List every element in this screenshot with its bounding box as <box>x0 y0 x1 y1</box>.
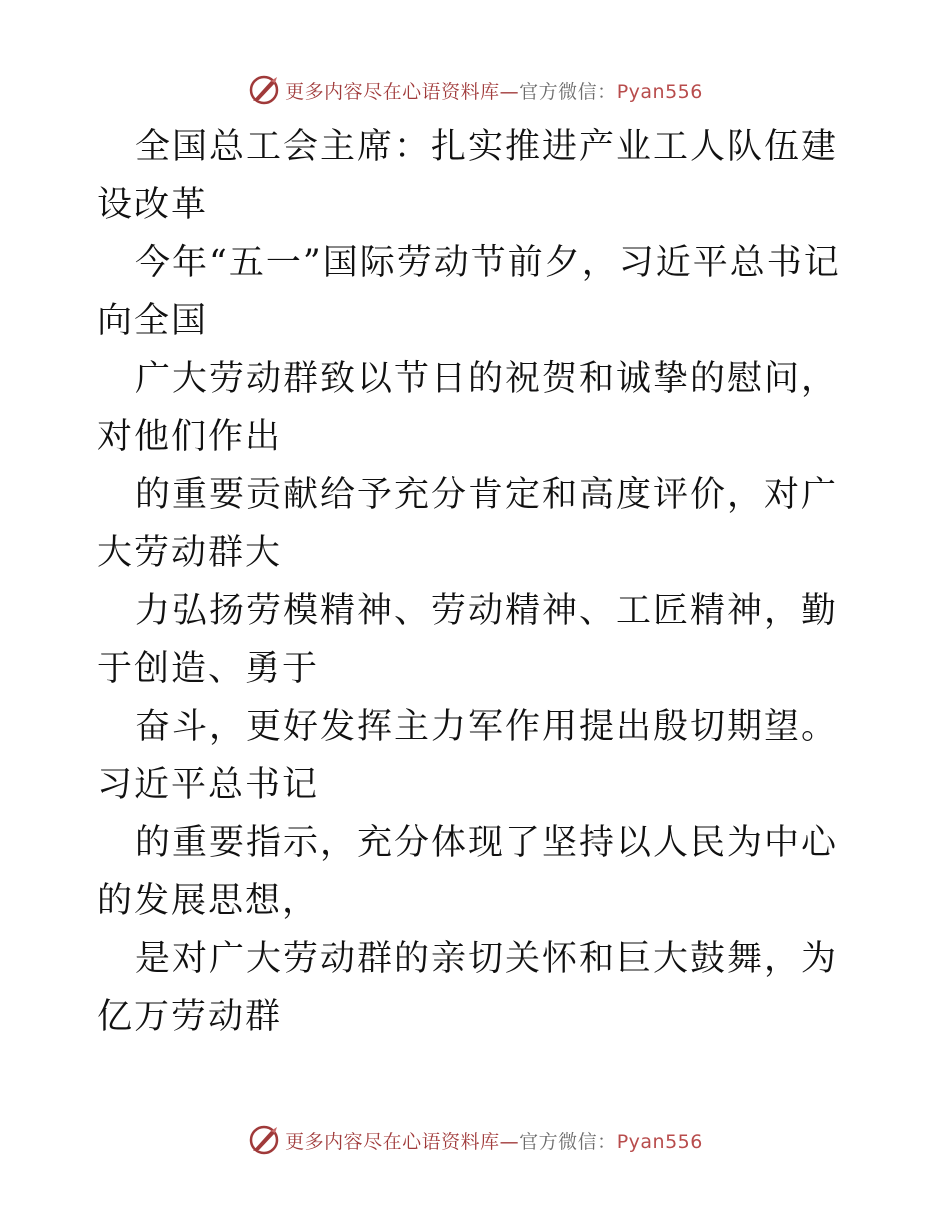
banner-text <box>285 1127 703 1154</box>
banner-wechat-id: Pyan556 <box>616 80 703 103</box>
paragraph: 今年“五一”国际劳动节前夕，习近平总书记向全国 <box>97 243 841 341</box>
banner-text <box>285 77 703 104</box>
banner-dash: — <box>499 80 520 103</box>
quill-pen-seal-icon <box>247 73 281 107</box>
banner-wechat-id: Pyan556 <box>616 1130 703 1153</box>
banner-main-text: 更多内容尽在心语资料库 <box>285 80 500 103</box>
paragraph: 的重要指示，充分体现了坚持以人民为中心的发展思想， <box>97 823 839 921</box>
paragraph-title: 全国总工会主席：扎实推进产业工人队伍建设改革 <box>97 127 839 225</box>
banner-wechat-label: 官方微信： <box>519 80 617 103</box>
document-body <box>97 118 857 1046</box>
header-banner <box>0 70 950 110</box>
quill-pen-seal-icon <box>247 1123 281 1157</box>
footer-banner <box>0 1120 950 1160</box>
paragraph: 的重要贡献给予充分肯定和高度评价，对广大劳动群大 <box>97 475 839 573</box>
paragraph: 奋斗，更好发挥主力军作用提出殷切期望。习近平总书记 <box>97 707 839 805</box>
banner-main-text: 更多内容尽在心语资料库 <box>285 1130 500 1153</box>
paragraph: 力弘扬劳模精神、劳动精神、工匠精神，勤于创造、勇于 <box>97 591 839 689</box>
paragraph: 是对广大劳动群的亲切关怀和巨大鼓舞，为亿万劳动群 <box>97 939 839 1037</box>
banner-dash: — <box>499 1130 520 1153</box>
banner-wechat-label: 官方微信： <box>519 1130 617 1153</box>
paragraph: 广大劳动群致以节日的祝贺和诚挚的慰问，对他们作出 <box>97 359 839 457</box>
